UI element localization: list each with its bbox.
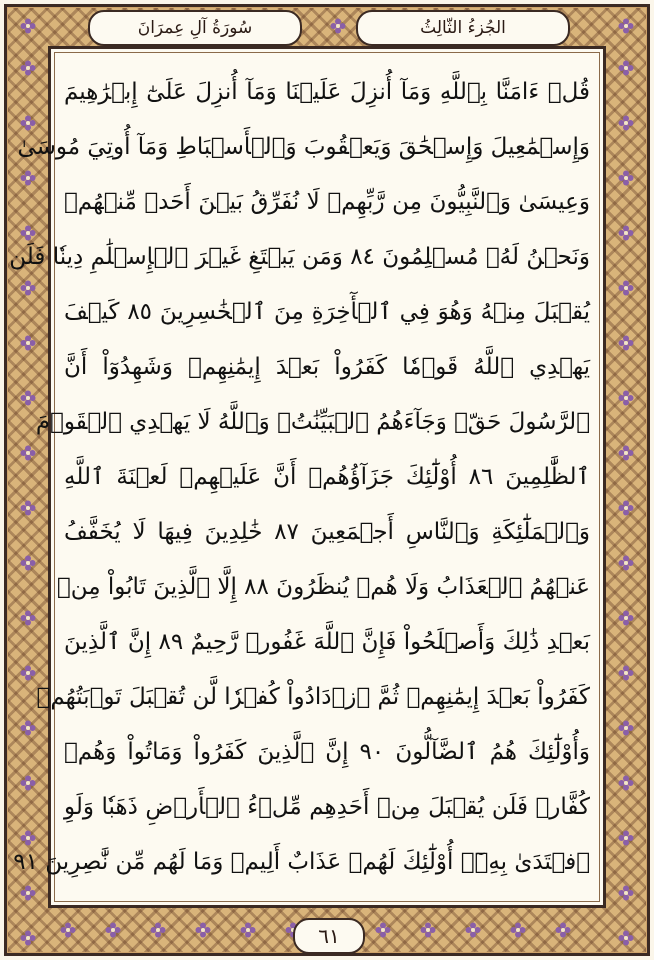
- flower-ornament-icon: [618, 445, 634, 461]
- flower-ornament-icon: [618, 665, 634, 681]
- flower-ornament-icon: [420, 922, 436, 938]
- text-line: كَفَرُواْ بَعۡدَ إِيمَٰنِهِمۡ ثُمَّ ٱزۡدَادُواْ كُفۡرٗا لَّن تُقۡبَلَ تَوۡبَتُهُمۡ: [36, 684, 590, 710]
- text-line: بَعۡدِ ذَٰلِكَ وَأَصۡلَحُواْ فَإِنَّ ٱللَّهَ غَفُورٞ رَّحِيمٌ ٨٩ إِنَّ ٱلَّذِينَ: [64, 629, 590, 655]
- surah-title: سُورَةُ آلِ عِمرَانَ: [88, 10, 302, 46]
- flower-ornament-icon: [20, 500, 36, 516]
- juz-title: الجُزءُ الثّالِثُ: [356, 10, 570, 46]
- flower-ornament-icon: [20, 830, 36, 846]
- flower-ornament-icon: [465, 922, 481, 938]
- text-line: ٱفۡتَدَىٰ بِهِۦٓۗ أُوْلَٰٓئِكَ لَهُمۡ عَذَابٌ أَلِيمٞ وَمَا لَهُم مِّن نَّٰصِرِينَ ٩١: [13, 849, 590, 875]
- flower-ornament-icon: [375, 922, 391, 938]
- flower-ornament-icon: [195, 922, 211, 938]
- flower-ornament-icon: [20, 115, 36, 131]
- flower-ornament-icon: [618, 555, 634, 571]
- flower-ornament-icon: [618, 18, 634, 34]
- text-line: قُلۡ ءَامَنَّا بِٱللَّهِ وَمَآ أُنزِلَ عَلَيۡنَا وَمَآ أُنزِلَ عَلَىٰٓ إِبۡرَٰهِيمَ: [64, 79, 590, 105]
- text-line: وَٱلۡمَلَٰٓئِكَةِ وَٱلنَّاسِ أَجۡمَعِينَ ٨٧ خَٰلِدِينَ فِيهَا لَا يُخَفَّفُ: [64, 519, 590, 545]
- flower-ornament-icon: [20, 720, 36, 736]
- flower-ornament-icon: [105, 922, 121, 938]
- text-line: كُفَّارٞ فَلَن يُقۡبَلَ مِنۡ أَحَدِهِم مِّلۡءُ ٱلۡأَرۡضِ ذَهَبٗا وَلَوِ: [64, 794, 590, 820]
- flower-ornament-icon: [20, 335, 36, 351]
- text-line: وَأُوْلَٰٓئِكَ هُمُ ٱلضَّآلُّونَ ٩٠ إِنَّ ٱلَّذِينَ كَفَرُواْ وَمَاتُواْ وَهُمۡ: [64, 739, 590, 765]
- flower-ornament-icon: [330, 18, 346, 34]
- flower-ornament-icon: [20, 555, 36, 571]
- flower-ornament-icon: [240, 922, 256, 938]
- text-line: يَهۡدِي ٱللَّهُ قَوۡمٗا كَفَرُواْ بَعۡدَ إِيمَٰنِهِمۡ وَشَهِدُوٓاْ أَنَّ: [64, 354, 590, 380]
- flower-ornament-icon: [618, 335, 634, 351]
- flower-ornament-icon: [510, 922, 526, 938]
- flower-ornament-icon: [618, 390, 634, 406]
- flower-ornament-icon: [618, 930, 634, 946]
- flower-ornament-icon: [618, 610, 634, 626]
- text-line: وَنَحۡنُ لَهُۥ مُسۡلِمُونَ ٨٤ وَمَن يَبۡتَغِ غَيۡرَ ٱلۡإِسۡلَٰمِ دِينٗا فَلَن: [9, 244, 590, 270]
- flower-ornament-icon: [20, 60, 36, 76]
- flower-ornament-icon: [618, 280, 634, 296]
- flower-ornament-icon: [618, 60, 634, 76]
- text-line: ٱلظَّٰلِمِينَ ٨٦ أُوْلَٰٓئِكَ جَزَآؤُهُمۡ أَنَّ عَلَيۡهِمۡ لَعۡنَةَ ٱللَّهِ: [64, 464, 590, 490]
- flower-ornament-icon: [20, 665, 36, 681]
- quran-text: [9, 62, 590, 898]
- flower-ornament-icon: [150, 922, 166, 938]
- flower-ornament-icon: [618, 775, 634, 791]
- flower-ornament-icon: [20, 390, 36, 406]
- flower-ornament-icon: [618, 225, 634, 241]
- flower-ornament-icon: [618, 830, 634, 846]
- flower-ornament-icon: [60, 922, 76, 938]
- text-line: وَعِيسَىٰ وَٱلنَّبِيُّونَ مِن رَّبِّهِمۡ لَا نُفَرِّقُ بَيۡنَ أَحَدٖ مِّنۡهُمۡ: [64, 189, 590, 215]
- flower-ornament-icon: [555, 922, 571, 938]
- text-line: ٱلرَّسُولَ حَقّٞ وَجَآءَهُمُ ٱلۡبَيِّنَٰتُۚ وَٱللَّهُ لَا يَهۡدِي ٱلۡقَوۡمَ: [35, 409, 590, 435]
- flower-ornament-icon: [20, 930, 36, 946]
- flower-ornament-icon: [618, 115, 634, 131]
- flower-ornament-icon: [20, 225, 36, 241]
- text-line: وَإِسۡمَٰعِيلَ وَإِسۡحَٰقَ وَيَعۡقُوبَ وَٱلۡأَسۡبَاطِ وَمَآ أُوتِيَ مُوسَىٰ: [17, 134, 590, 160]
- flower-ornament-icon: [20, 885, 36, 901]
- flower-ornament-icon: [618, 885, 634, 901]
- flower-ornament-icon: [618, 170, 634, 186]
- flower-ornament-icon: [20, 445, 36, 461]
- flower-ornament-icon: [618, 500, 634, 516]
- text-line: عَنۡهُمُ ٱلۡعَذَابُ وَلَا هُمۡ يُنظَرُونَ ٨٨ إِلَّا ٱلَّذِينَ تَابُواْ مِنۢ: [56, 574, 590, 600]
- flower-ornament-icon: [20, 170, 36, 186]
- page-number: ٦١: [293, 918, 365, 954]
- flower-ornament-icon: [20, 775, 36, 791]
- text-line: يُقۡبَلَ مِنۡهُ وَهُوَ فِي ٱلۡأٓخِرَةِ مِنَ ٱلۡخَٰسِرِينَ ٨٥ كَيۡفَ: [64, 299, 590, 325]
- flower-ornament-icon: [20, 280, 36, 296]
- flower-ornament-icon: [20, 18, 36, 34]
- flower-ornament-icon: [618, 720, 634, 736]
- flower-ornament-icon: [20, 610, 36, 626]
